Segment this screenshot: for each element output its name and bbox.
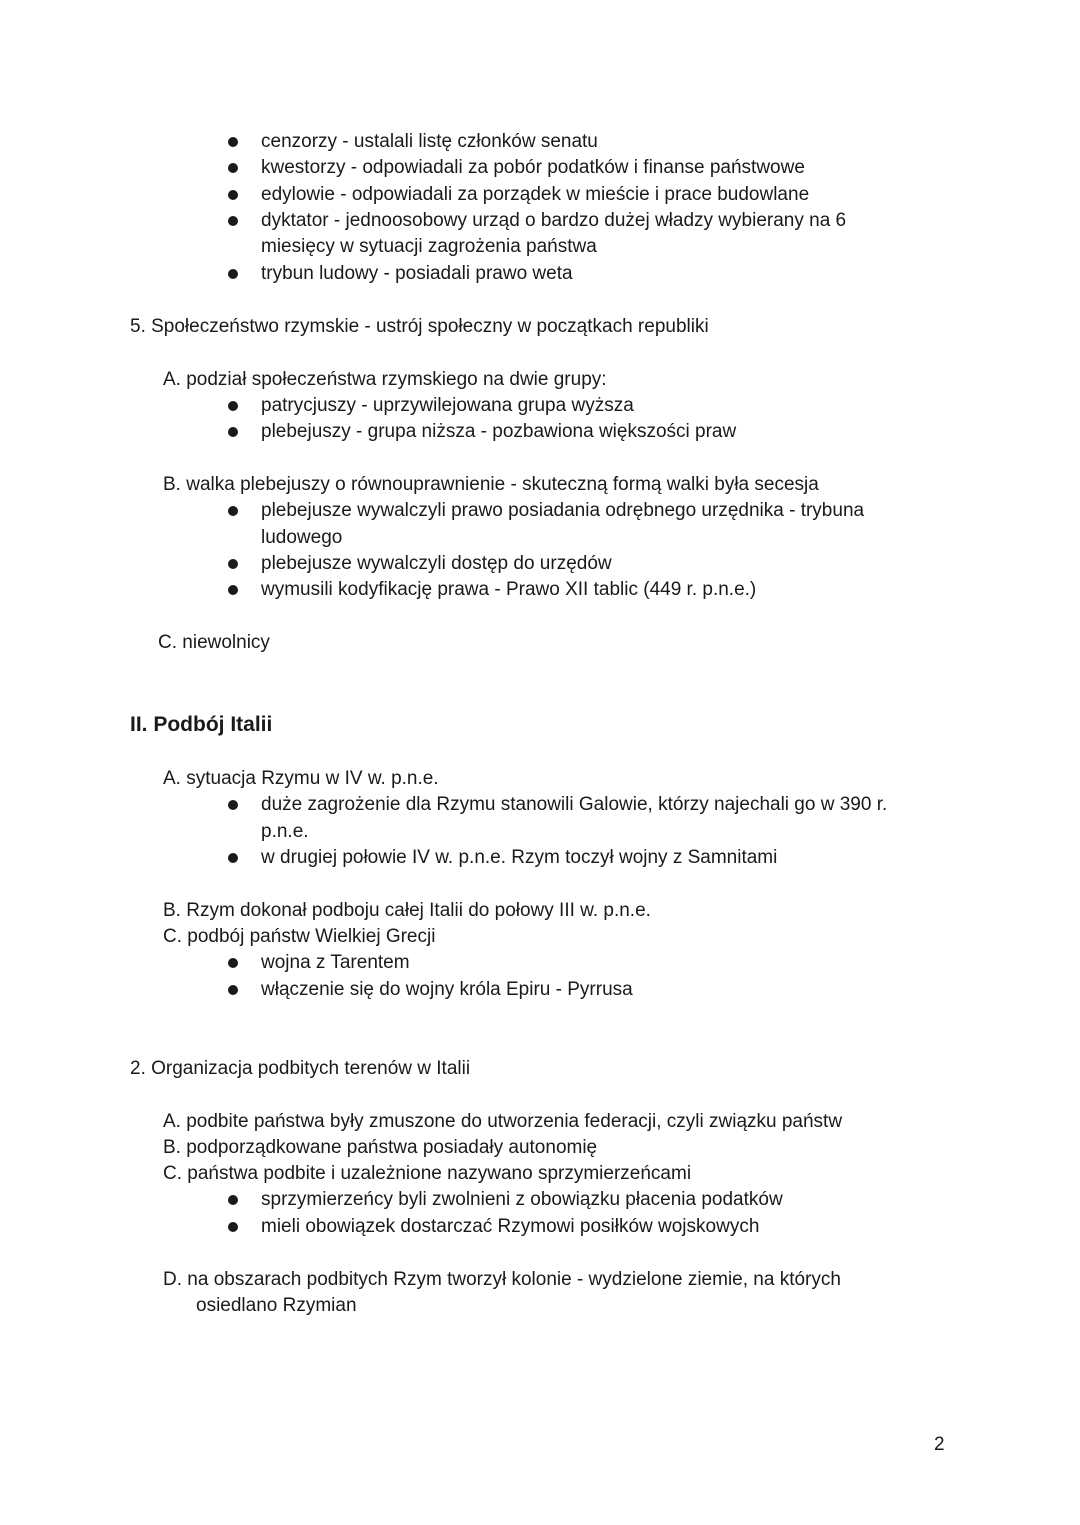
list-item-continuation: miesięcy w sytuacji zagrożenia państwa: [261, 236, 597, 257]
sublist-item: A. podział społeczeństwa rzymskiego na dwie grupy:: [163, 369, 607, 390]
bullet-dot: [228, 216, 238, 226]
list-item: kwestorzy - odpowiadali za pobór podatków i finanse państwowe: [261, 157, 805, 178]
list-item: patrycjuszy - uprzywilejowana grupa wyższa: [261, 395, 634, 416]
list-item: wymusili kodyfikację prawa - Prawo XII tablic (449 r. p.n.e.): [261, 579, 757, 600]
sublist-item: C. państwa podbite i uzależnione nazywano sprzymierzeńcami: [163, 1163, 692, 1184]
sublist-item: A. podbite państwa były zmuszone do utworzenia federacji, czyli związku państw: [163, 1111, 843, 1132]
list-item-continuation: p.n.e.: [261, 821, 309, 842]
bullet-dot: [228, 163, 238, 173]
sublist-item-continuation: osiedlano Rzymian: [196, 1295, 357, 1316]
section-heading: II. Podbój Italii: [130, 713, 273, 736]
list-item: w drugiej połowie IV w. p.n.e. Rzym toczył wojny z Samnitami: [261, 847, 778, 868]
list-item: trybun ludowy - posiadali prawo weta: [261, 263, 573, 284]
sublist-item: B. walka plebejuszy o równouprawnienie - skuteczną formą walki była secesja: [163, 474, 819, 495]
list-item: dyktator - jednoosobowy urząd o bardzo dużej władzy wybierany na 6: [261, 210, 847, 231]
bullet-dot: [228, 427, 238, 437]
list-item: plebejusze wywalczyli prawo posiadania odrębnego urzędnika - trybuna: [261, 500, 865, 521]
list-item: wojna z Tarentem: [261, 952, 410, 973]
sublist-item: B. podporządkowane państwa posiadały autonomię: [163, 1137, 598, 1158]
bullet-dot: [228, 1195, 238, 1205]
bullet-dot: [228, 559, 238, 569]
list-item: sprzymierzeńcy byli zwolnieni z obowiązku płacenia podatków: [261, 1189, 783, 1210]
bullet-dot: [228, 1222, 238, 1232]
sublist-item: A. sytuacja Rzymu w IV w. p.n.e.: [163, 768, 439, 789]
list-item: plebejuszy - grupa niższa - pozbawiona większości praw: [261, 421, 737, 442]
bullet-dot: [228, 800, 238, 810]
page-number: 2: [934, 1434, 945, 1455]
section-heading: 5. Społeczeństwo rzymskie - ustrój społeczny w początkach republiki: [130, 316, 709, 337]
bullet-dot: [228, 269, 238, 279]
sublist-item: C. podbój państw Wielkiej Grecji: [163, 926, 436, 947]
bullet-dot: [228, 985, 238, 995]
bullet-dot: [228, 137, 238, 147]
sublist-item: C. niewolnicy: [158, 632, 270, 653]
sublist-item: D. na obszarach podbitych Rzym tworzył kolonie - wydzielone ziemie, na których: [163, 1269, 841, 1290]
section-heading: 2. Organizacja podbitych terenów w Italii: [130, 1058, 471, 1079]
bullet-dot: [228, 958, 238, 968]
list-item: włączenie się do wojny króla Epiru - Pyrrusa: [261, 979, 633, 1000]
bullet-dot: [228, 853, 238, 863]
sublist-item: B. Rzym dokonał podboju całej Italii do połowy III w. p.n.e.: [163, 900, 651, 921]
list-item: edylowie - odpowiadali za porządek w mieście i prace budowlane: [261, 184, 810, 205]
list-item: duże zagrożenie dla Rzymu stanowili Galowie, którzy najechali go w 390 r.: [261, 794, 888, 815]
bullet-dot: [228, 401, 238, 411]
list-item-continuation: ludowego: [261, 527, 343, 548]
list-item: mieli obowiązek dostarczać Rzymowi posiłków wojskowych: [261, 1216, 760, 1237]
bullet-dot: [228, 190, 238, 200]
bullet-dot: [228, 585, 238, 595]
bullet-dot: [228, 506, 238, 516]
list-item: plebejusze wywalczyli dostęp do urzędów: [261, 553, 612, 574]
list-item: cenzorzy - ustalali listę członków senatu: [261, 131, 598, 152]
